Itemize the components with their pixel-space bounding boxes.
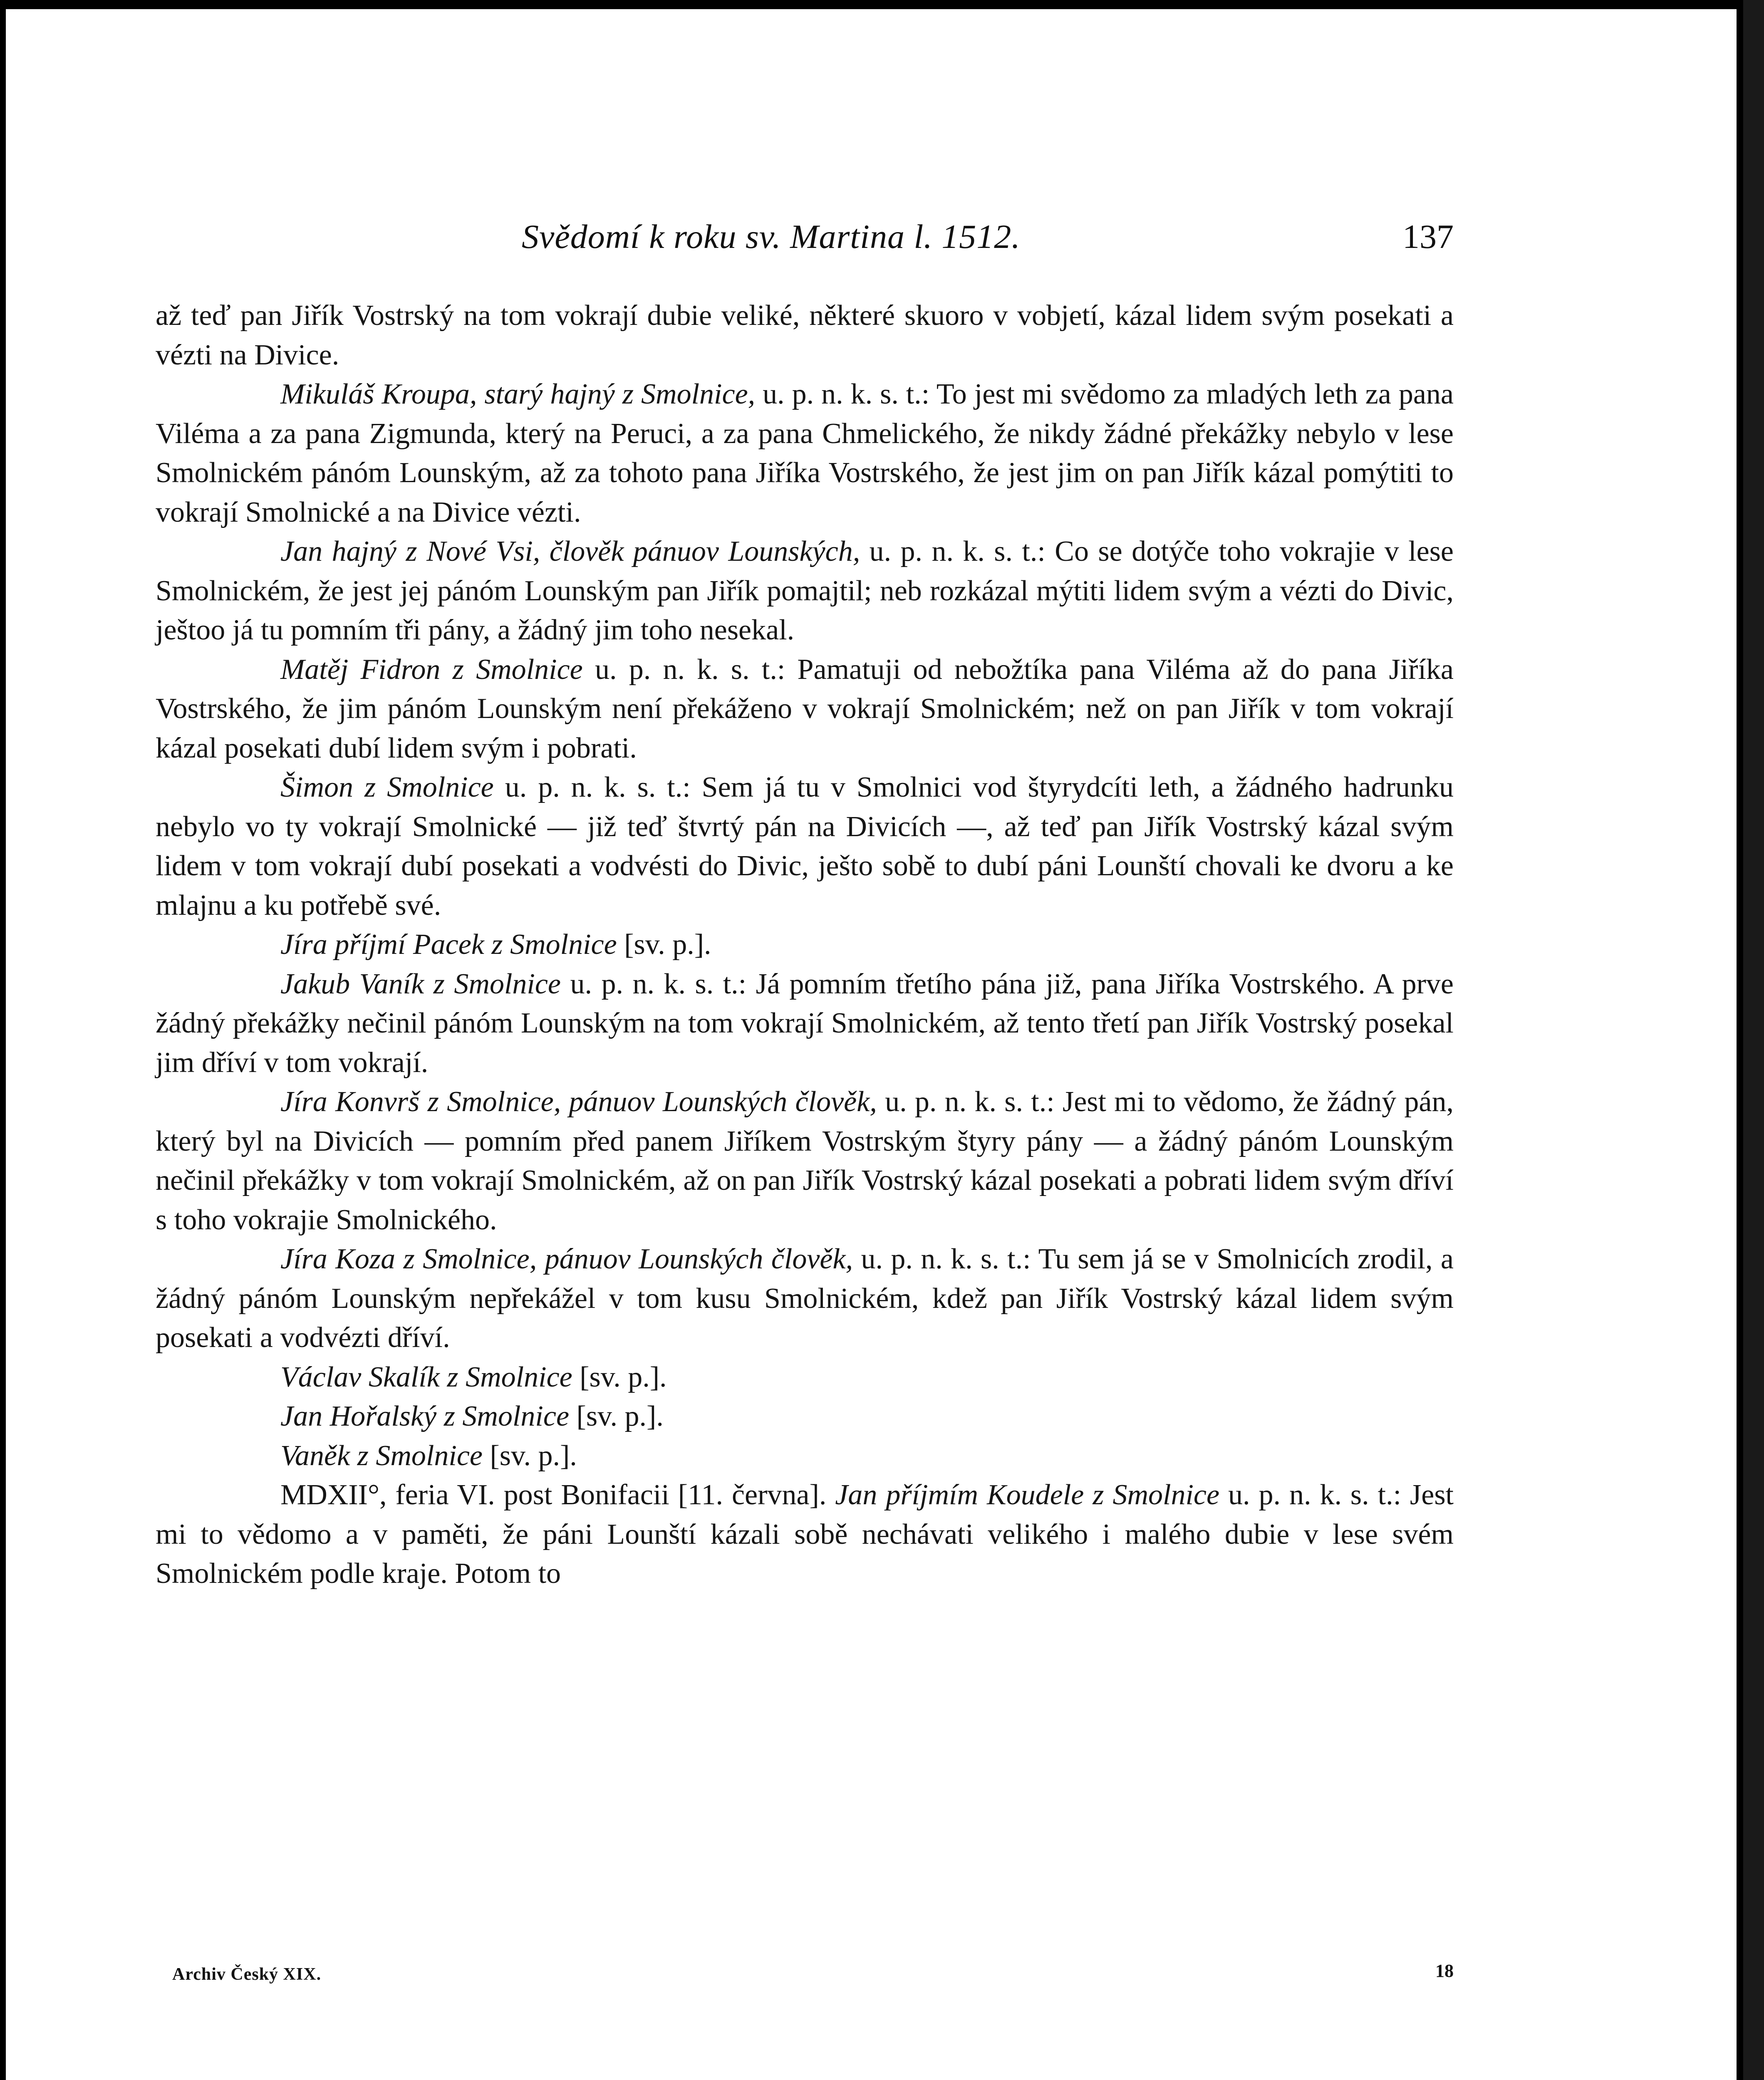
paragraph: [156, 296, 1454, 375]
paragraph-text: [sv. p.].: [572, 1361, 667, 1393]
paragraph-text: u. p. n. k. s. t.: Co se dotýče toho vokrajie v lese Smolnickém, že jest jej pánóm Lounským pan Jiřík pomajtil; neb rozkázal mýtiti lidem svým a vézti do Divic, ještoo já tu pomním tři pány, a žádný jim toho nesekal.: [156, 535, 1454, 646]
witness-name: Jíra příjmí Pacek z Smolnice: [280, 929, 617, 961]
scan-border: [1743, 0, 1764, 2080]
witness-name: Matěj Fidron z Smolnice: [280, 653, 583, 686]
witness-name: Šimon z Smolnice: [280, 771, 494, 803]
witness-name: Jakub Vaník z Smolnice: [280, 968, 561, 1000]
witness-name: Jíra Konvrš z Smolnice, pánuov Lounských člověk,: [280, 1086, 877, 1118]
witness-name: Jan příjmím Koudele z Smolnice: [835, 1479, 1220, 1511]
witness-name: Mikuláš Kroupa, starý hajný z Smolnice,: [280, 378, 756, 410]
witness-name: Václav Skalík z Smolnice: [280, 1361, 572, 1393]
testimony-paragraph: [156, 768, 1454, 925]
signature-mark: Archiv Český XIX.: [172, 1965, 322, 1984]
testimony-paragraph: [156, 1082, 1454, 1240]
paragraph-text: u. p. n. k. s. t.: Tu sem já se v Smolnicích zrodil, a žádný pánóm Lounským nepřekážel v tom kusu Smolnickém, kdež pan Jiřík Vostrský kázal lidem svým posekati a vodvézti dříví.: [156, 1243, 1454, 1354]
witness-name: Jíra Koza z Smolnice, pánuov Lounských člověk,: [280, 1243, 853, 1275]
testimony-paragraph: [156, 965, 1454, 1083]
paragraph-text: [sv. p.].: [482, 1439, 577, 1472]
paragraph-text: u. p. n. k. s. t.: Sem já tu v Smolnici vod štyrydcíti leth, a žádného hadrunku nebylo vo ty vokrají Smolnické — již teď štvrtý pán na Divicích —, až teď pan Jiřík Vostrský kázal svým lidem v tom vokrají dubí posekati a vodvésti do Divic, ješto sobě to dubí páni Lounští chovali ke dvoru a ke mlajnu a ku potřebě své.: [156, 771, 1454, 921]
document-page: [6, 9, 1737, 2080]
page-header: [156, 217, 1454, 267]
paragraph-text: u. p. n. k. s. t.: Jest mi to vědomo a v paměti, že páni Lounští kázali sobě nechávati velikého i malého dubie v lese svém Smolnickém podle kraje. Potom to: [156, 1479, 1454, 1590]
paragraph-text: u. p. n. k. s. t.: Já pomním třetího pána již, pana Jiříka Vostrského. A prve žádný překážky nečinil pánóm Lounským na tom vokrají Smolnickém, až tento třetí pan Jiřík Vostrský posekal jim dříví v tom vokrají.: [156, 968, 1454, 1079]
page-number: 137: [1402, 218, 1454, 255]
sheet-number: 18: [1435, 1961, 1454, 1981]
paragraph-text: u. p. n. k. s. t.: Pamatuji od nebožtíka pana Viléma až do pana Jiříka Vostrského, že jim pánóm Lounským není překáženo v vokrají Smolnickém; než on pan Jiřík v tom vokrají kázal posekati dubí lidem svým i pobrati.: [156, 653, 1454, 764]
testimony-paragraph: [156, 532, 1454, 650]
testimony-paragraph: [156, 1358, 1454, 1397]
running-title: Svědomí k roku sv. Martina l. 1512.: [522, 218, 1021, 255]
witness-name: Jan Hořalský z Smolnice: [280, 1400, 570, 1432]
testimony-paragraph: [156, 1397, 1454, 1436]
paragraph-text: až teď pan Jiřík Vostrský na tom vokrají dubie veliké, některé skuoro v vobjetí, kázal lidem svým posekati a vézti na Divice.: [156, 300, 1454, 371]
testimony-paragraph: [156, 1240, 1454, 1358]
testimony-paragraph: [156, 375, 1454, 532]
paragraph-text: [sv. p.].: [617, 929, 711, 961]
paragraph-text: u. p. n. k. s. t.: To jest mi svědomo za mladých leth za pana Viléma a za pana Zigmunda, který na Peruci, a za pana Chmelického, že nikdy žádné překážky nebylo v lese Smolnickém pánóm Lounským, až za tohoto pana Jiříka Vostrského, že jest jim on pan Jiřík kázal pomýtiti to vokrají Smolnické a na Divice vézti.: [156, 378, 1454, 528]
witness-name: Jan hajný z Nové Vsi, člověk pánuov Lounských,: [280, 535, 860, 567]
testimony-paragraph: [156, 925, 1454, 965]
testimony-paragraph: [156, 1436, 1454, 1476]
paragraph-text: [sv. p.].: [569, 1400, 664, 1432]
page-footer: [156, 1961, 1454, 1998]
body-text: [156, 296, 1454, 1594]
testimony-paragraph: [156, 650, 1454, 768]
paragraph-text: u. p. n. k. s. t.: Jest mi to vědomo, že žádný pán, který byl na Divicích — pomním před panem Jiříkem Vostrským štyry pány — a žádný pánóm Lounským nečinil překážky v tom vokrají Smolnickém, až on pan Jiřík Vostrský kázal posekati a pobrati lidem svým dříví s toho vokrajie Smolnického.: [156, 1086, 1454, 1236]
date-lead: MDXII°, feria VI. post Bonifacii [11. června].: [280, 1479, 835, 1511]
witness-name: Vaněk z Smolnice: [280, 1439, 483, 1472]
dated-paragraph: [156, 1476, 1454, 1594]
